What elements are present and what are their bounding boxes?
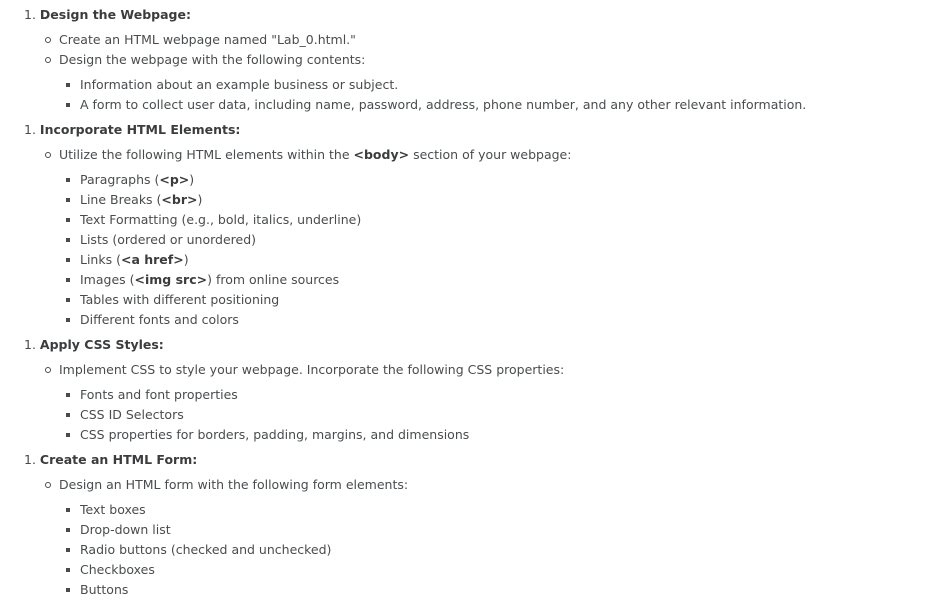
section-number: 1. xyxy=(24,452,36,467)
sub-list-item xyxy=(66,405,184,425)
sub-list-item xyxy=(66,230,256,250)
circle-bullet-icon xyxy=(45,367,51,373)
list-item xyxy=(45,50,365,70)
square-bullet-icon xyxy=(66,318,70,322)
section-number: 1. xyxy=(24,337,36,352)
square-bullet-icon xyxy=(66,588,70,592)
item-text: Different fonts and colors xyxy=(80,312,239,327)
item-text-pre: Paragraphs ( xyxy=(80,172,160,187)
item-text: Drop-down list xyxy=(80,522,171,537)
section-title: Incorporate HTML Elements: xyxy=(39,122,241,137)
item-text: Text Formatting (e.g., bold, italics, underline) xyxy=(80,212,362,227)
circle-bullet-icon xyxy=(45,482,51,488)
sub-list-item xyxy=(66,190,202,210)
square-bullet-icon xyxy=(66,413,70,417)
sub-list-item xyxy=(66,580,128,600)
item-text: A form to collect user data, including name, password, address, phone number, and any other relevant information. xyxy=(80,97,807,112)
square-bullet-icon xyxy=(66,433,70,437)
item-text-pre: Links ( xyxy=(80,252,121,267)
square-bullet-icon xyxy=(66,298,70,302)
item-text-post: ) from online sources xyxy=(207,272,340,287)
square-bullet-icon xyxy=(66,393,70,397)
square-bullet-icon xyxy=(66,508,70,512)
item-text-pre: Utilize the following HTML elements within the xyxy=(59,147,354,162)
item-text: Information about an example business or subject. xyxy=(80,77,399,92)
circle-bullet-icon xyxy=(45,152,51,158)
sub-list-item xyxy=(66,95,806,115)
sub-list-item xyxy=(66,75,398,95)
square-bullet-icon xyxy=(66,218,70,222)
square-bullet-icon xyxy=(66,278,70,282)
item-text: Checkboxes xyxy=(80,562,155,577)
sub-list-item xyxy=(66,425,469,445)
circle-bullet-icon xyxy=(45,57,51,63)
square-bullet-icon xyxy=(66,178,70,182)
square-bullet-icon xyxy=(66,103,70,107)
item-text: CSS properties for borders, padding, margins, and dimensions xyxy=(80,427,470,442)
item-text: Design the webpage with the following contents: xyxy=(59,52,366,67)
item-text-post: ) xyxy=(189,172,195,187)
section-heading xyxy=(24,335,164,355)
square-bullet-icon xyxy=(66,528,70,532)
item-text: Buttons xyxy=(80,582,129,597)
sub-list-item xyxy=(66,540,331,560)
section-number: 1. xyxy=(24,122,36,137)
square-bullet-icon xyxy=(66,83,70,87)
square-bullet-icon xyxy=(66,258,70,262)
item-text: Tables with different positioning xyxy=(80,292,280,307)
sub-list-item xyxy=(66,385,238,405)
square-bullet-icon xyxy=(66,548,70,552)
sub-list-item xyxy=(66,170,194,190)
item-text: Text boxes xyxy=(80,502,146,517)
section-title: Create an HTML Form: xyxy=(39,452,198,467)
item-text: Fonts and font properties xyxy=(80,387,238,402)
code-tag: <p> xyxy=(159,172,190,187)
code-tag: <body> xyxy=(353,147,410,162)
section-title: Design the Webpage: xyxy=(39,7,191,22)
item-text: Radio buttons (checked and unchecked) xyxy=(80,542,332,557)
section-heading xyxy=(24,120,240,140)
item-text-post: ) xyxy=(183,252,189,267)
code-tag: <a href> xyxy=(120,252,184,267)
sub-list-item xyxy=(66,270,339,290)
list-item xyxy=(45,145,571,165)
square-bullet-icon xyxy=(66,568,70,572)
item-text: CSS ID Selectors xyxy=(80,407,184,422)
sub-list-item xyxy=(66,250,189,270)
square-bullet-icon xyxy=(66,238,70,242)
item-text: Lists (ordered or unordered) xyxy=(80,232,257,247)
sub-list-item xyxy=(66,520,171,540)
sub-list-item xyxy=(66,290,279,310)
item-text-pre: Line Breaks ( xyxy=(80,192,162,207)
code-tag: <img src> xyxy=(134,272,208,287)
list-item xyxy=(45,30,356,50)
code-tag: <br> xyxy=(161,192,198,207)
sub-list-item xyxy=(66,500,146,520)
square-bullet-icon xyxy=(66,198,70,202)
item-text-post: ) xyxy=(197,192,203,207)
section-heading xyxy=(24,450,197,470)
item-text-pre: Images ( xyxy=(80,272,135,287)
section-number: 1. xyxy=(24,7,36,22)
circle-bullet-icon xyxy=(45,37,51,43)
list-item xyxy=(45,360,564,380)
item-text: Create an HTML webpage named "Lab_0.html." xyxy=(59,32,356,47)
sub-list-item xyxy=(66,210,361,230)
list-item xyxy=(45,475,408,495)
item-text: Design an HTML form with the following form elements: xyxy=(59,477,409,492)
section-heading xyxy=(24,5,191,25)
item-text-post: section of your webpage: xyxy=(409,147,572,162)
sub-list-item xyxy=(66,560,155,580)
item-text: Implement CSS to style your webpage. Incorporate the following CSS properties: xyxy=(59,362,565,377)
section-title: Apply CSS Styles: xyxy=(39,337,164,352)
sub-list-item xyxy=(66,310,239,330)
